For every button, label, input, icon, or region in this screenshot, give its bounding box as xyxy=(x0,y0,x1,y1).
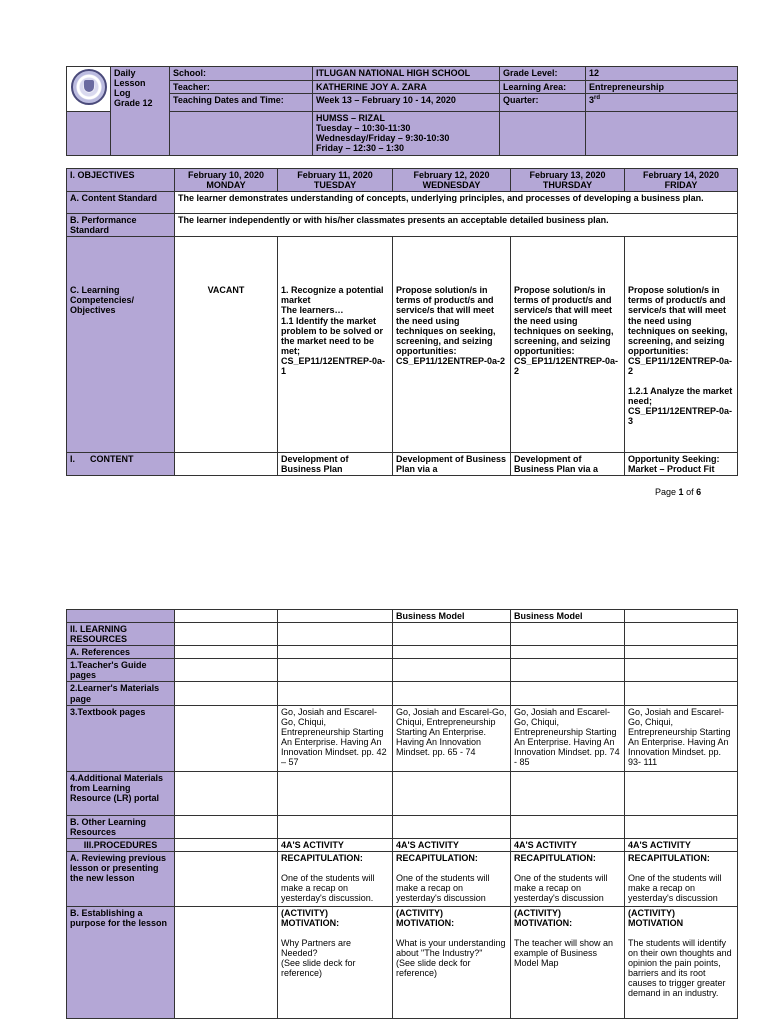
day-name: FRIDAY xyxy=(664,180,698,191)
empty-cell xyxy=(278,646,393,659)
learning-area-label: Learning Area: xyxy=(500,81,586,94)
dates-label: Teaching Dates and Time: xyxy=(170,94,313,112)
quarter-value xyxy=(586,94,738,112)
learners-materials-label: 2.Learner's Materials page xyxy=(67,682,175,705)
references-label: A. References xyxy=(67,646,175,659)
schedule-line: Tuesday – 10:30-11:30 xyxy=(316,123,411,134)
page-current: 1 xyxy=(678,487,684,497)
purpose-friday xyxy=(625,906,738,1018)
empty-cell xyxy=(175,646,278,659)
empty-cell xyxy=(625,623,738,646)
empty-cell xyxy=(625,659,738,682)
activity-header-thursday: 4A'S ACTIVITY xyxy=(511,838,625,851)
quarter-number: 3 xyxy=(589,95,595,106)
motivation-heading: MOTIVATION: xyxy=(396,917,455,928)
content-thursday: Development of Business Plan via a xyxy=(511,453,625,476)
activity-tag: (ACTIVITY) xyxy=(281,907,328,918)
additional-materials-label: 4.Additional Materials from Learning Resource (LR) portal xyxy=(67,771,175,815)
content-standard-label: A. Content Standard xyxy=(67,192,175,214)
day-name: TUESDAY xyxy=(313,180,357,191)
empty-cell xyxy=(511,646,625,659)
empty-cell xyxy=(511,815,625,838)
competencies-wednesday: Propose solution/s in terms of product/s and service/s that will meet the need using techniques on seeking, screening, and seizing opportunities: CS_EP11/12ENTREP-0a-2 xyxy=(393,237,511,453)
teacher-value: KATHERINE JOY A. ZARA xyxy=(313,81,500,94)
schedule-line: Friday – 12:30 – 1:30 xyxy=(316,143,405,154)
top-row-wednesday: Business Model xyxy=(393,610,511,623)
deped-seal xyxy=(67,67,111,112)
empty-cell xyxy=(278,623,393,646)
dll-title-line: Lesson xyxy=(114,78,146,89)
day-date: February 12, 2020 xyxy=(413,170,490,180)
quarter-label: Quarter: xyxy=(500,94,586,112)
schedule-value xyxy=(313,112,500,156)
purpose-text: The students will identify on their own thoughts and opinion the pain points, barriers and its root causes to trigger greater demand in an industry. xyxy=(628,938,732,999)
schedule-line: Wednesday/Friday – 9:30-10:30 xyxy=(316,133,450,144)
day-name: WEDNESDAY xyxy=(422,180,481,191)
recap-text: One of the students will make a recap on yesterday's discussion xyxy=(628,872,722,904)
empty-cell xyxy=(175,682,278,705)
top-row-monday xyxy=(175,610,278,623)
day-header-wednesday xyxy=(393,169,511,192)
empty-cell xyxy=(393,815,511,838)
day-header-monday xyxy=(175,169,278,192)
competencies-monday: VACANT xyxy=(175,237,278,453)
empty-cell xyxy=(175,838,278,851)
empty-cell xyxy=(278,659,393,682)
competencies-tuesday: 1. Recognize a potential market The learners… 1.1 Identify the market problem to be solved or the market need to be met; CS_EP11/12ENTREP-0a-1 xyxy=(278,237,393,453)
page-of: of xyxy=(686,487,694,497)
empty-cell xyxy=(393,646,511,659)
dates-value: Week 13 – February 10 - 14, 2020 xyxy=(313,94,500,112)
content-wednesday: Development of Business Plan via a xyxy=(393,453,511,476)
content-standard-text: The learner demonstrates understanding of concepts, underlying principles, and processes of developing a business plan. xyxy=(175,192,738,214)
empty-cell xyxy=(175,659,278,682)
day-header-thursday xyxy=(511,169,625,192)
schedule-label-cell xyxy=(170,112,313,156)
schedule-line: HUMSS – RIZAL xyxy=(316,113,386,124)
day-header-friday xyxy=(625,169,738,192)
recap-text: One of the students will make a recap on yesterday's discussion xyxy=(514,872,608,904)
empty-cell xyxy=(511,623,625,646)
top-row-friday xyxy=(625,610,738,623)
textbook-wednesday: Go, Josiah and Escarel-Go, Chiqui, Entrepreneurship Starting An Enterprise. Having An Innovation Mindset. pp. 65 - 74 xyxy=(393,705,511,771)
content-tuesday: Development of Business Plan xyxy=(278,453,393,476)
recap-text: One of the students will make a recap on yesterday's discussion. xyxy=(281,872,375,904)
day-date: February 13, 2020 xyxy=(529,170,606,180)
empty-cell xyxy=(511,659,625,682)
quarter-suffix: rd xyxy=(594,95,601,102)
day-header-tuesday xyxy=(278,169,393,192)
textbook-tuesday: Go, Josiah and Escarel-Go, Chiqui, Entrepreneurship Starting An Enterprise. Having An Innovation Mindset. pp. 42 – 57 xyxy=(278,705,393,771)
empty-cell xyxy=(625,646,738,659)
empty-cell xyxy=(278,771,393,815)
motivation-heading: MOTIVATION: xyxy=(281,917,340,928)
school-label: School: xyxy=(170,67,313,81)
lesson-table-page2 xyxy=(66,609,738,1019)
empty-cell xyxy=(511,771,625,815)
purpose-wednesday xyxy=(393,906,511,1018)
reviewing-thursday xyxy=(511,851,625,906)
reviewing-tuesday xyxy=(278,851,393,906)
competencies-label: C. Learning Competencies/ Objectives xyxy=(67,237,175,453)
day-name: MONDAY xyxy=(206,180,246,191)
purpose-text: What is your understanding about "The Industry?" (See slide deck for reference) xyxy=(396,938,506,979)
reviewing-monday xyxy=(175,851,278,906)
learning-area-value: Entrepreneurship xyxy=(586,81,738,94)
day-date: February 14, 2020 xyxy=(642,170,720,180)
page-number xyxy=(655,487,701,497)
recap-text: One of the students will make a recap on yesterday's discussion xyxy=(396,872,490,904)
empty-cell xyxy=(175,623,278,646)
dll-title-line: Log xyxy=(114,88,131,99)
other-resources-label: B. Other Learning Resources xyxy=(67,815,175,838)
page-prefix: Page xyxy=(655,487,677,497)
grade-level-label: Grade Level: xyxy=(500,67,586,81)
motivation-heading: MOTIVATION: xyxy=(514,917,573,928)
dll-title-line: Daily xyxy=(114,68,136,78)
top-row-thursday: Business Model xyxy=(511,610,625,623)
recap-heading: RECAPITULATION: xyxy=(396,852,478,863)
day-date: February 11, 2020 xyxy=(297,170,373,180)
empty-cell xyxy=(393,771,511,815)
activity-header-friday: 4A'S ACTIVITY xyxy=(625,838,738,851)
empty-cell xyxy=(175,815,278,838)
empty-cell xyxy=(625,682,738,705)
empty-cell xyxy=(625,771,738,815)
content-monday xyxy=(175,453,278,476)
recap-heading: RECAPITULATION: xyxy=(281,852,363,863)
purpose-tuesday xyxy=(278,906,393,1018)
textbook-thursday: Go, Josiah and Escarel-Go, Chiqui, Entrepreneurship Starting An Enterprise. Having An Innovation Mindset. pp. 74 - 85 xyxy=(511,705,625,771)
purpose-text: The teacher will show an example of Business Model Map xyxy=(514,938,614,969)
textbook-monday xyxy=(175,705,278,771)
motivation-heading: MOTIVATION xyxy=(628,917,684,928)
learning-resources-label: II. LEARNING RESOURCES xyxy=(67,623,175,646)
empty-cell xyxy=(625,815,738,838)
purpose-monday xyxy=(175,906,278,1018)
empty-cell xyxy=(278,682,393,705)
top-row-label xyxy=(67,610,175,623)
school-value: ITLUGAN NATIONAL HIGH SCHOOL xyxy=(313,67,500,81)
objectives-heading: I. OBJECTIVES xyxy=(67,169,175,192)
dll-title xyxy=(111,67,170,156)
seal-filler xyxy=(67,112,111,156)
activity-tag: (ACTIVITY) xyxy=(628,907,675,918)
day-name: THURSDAY xyxy=(542,180,593,191)
dll-title-line: Grade 12 xyxy=(114,98,153,109)
activity-header-tuesday: 4A'S ACTIVITY xyxy=(278,838,393,851)
content-friday: Opportunity Seeking: Market – Product Fit xyxy=(625,453,738,476)
deped-seal-icon xyxy=(71,69,107,105)
reviewing-friday xyxy=(625,851,738,906)
competencies-thursday: Propose solution/s in terms of product/s and service/s that will meet the need using techniques on seeking, screening, and seizing opportunities: CS_EP11/12ENTREP-0a-2 xyxy=(511,237,625,453)
empty-cell xyxy=(393,682,511,705)
header-table xyxy=(66,66,738,156)
purpose-text: Why Partners are Needed? (See slide deck for reference) xyxy=(281,938,356,979)
teachers-guide-label: 1.Teacher's Guide pages xyxy=(67,659,175,682)
activity-header-wednesday: 4A'S ACTIVITY xyxy=(393,838,511,851)
activity-tag: (ACTIVITY) xyxy=(396,907,443,918)
content-label: I. CONTENT xyxy=(67,453,175,476)
textbook-label: 3.Textbook pages xyxy=(67,705,175,771)
page-total: 6 xyxy=(696,487,702,497)
textbook-friday: Go, Josiah and Escarel-Go, Chiqui, Entrepreneurship Starting An Enterprise. Having An Innovation Mindset. pp. 93- 111 xyxy=(625,705,738,771)
recap-heading: RECAPITULATION: xyxy=(514,852,596,863)
recap-heading: RECAPITULATION: xyxy=(628,852,710,863)
purpose-thursday xyxy=(511,906,625,1018)
empty-cell xyxy=(278,815,393,838)
grade-level-value: 12 xyxy=(586,67,738,81)
procedures-label: III.PROCEDURES xyxy=(67,838,175,851)
schedule-empty xyxy=(586,112,738,156)
reviewing-label: A. Reviewing previous lesson or presenting the new lesson xyxy=(67,851,175,906)
top-row-tuesday xyxy=(278,610,393,623)
lesson-table-page1 xyxy=(66,168,738,476)
empty-cell xyxy=(511,682,625,705)
day-date: February 10, 2020 xyxy=(187,170,265,180)
schedule-empty xyxy=(500,112,586,156)
teacher-label: Teacher: xyxy=(170,81,313,94)
empty-cell xyxy=(175,771,278,815)
performance-standard-label: B. Performance Standard xyxy=(67,214,175,237)
empty-cell xyxy=(393,659,511,682)
performance-standard-text: The learner independently or with his/her classmates presents an acceptable detailed business plan. xyxy=(175,214,738,237)
activity-tag: (ACTIVITY) xyxy=(514,907,561,918)
empty-cell xyxy=(393,623,511,646)
competencies-friday: Propose solution/s in terms of product/s and service/s that will meet the need using techniques on seeking, screening, and seizing opportunities: CS_EP11/12ENTREP-0a-2 1.2.1 Analyze the market need; CS_EP11/12ENTREP-0a-3 xyxy=(625,237,738,453)
purpose-label: B. Establishing a purpose for the lesson xyxy=(67,906,175,1018)
reviewing-wednesday xyxy=(393,851,511,906)
